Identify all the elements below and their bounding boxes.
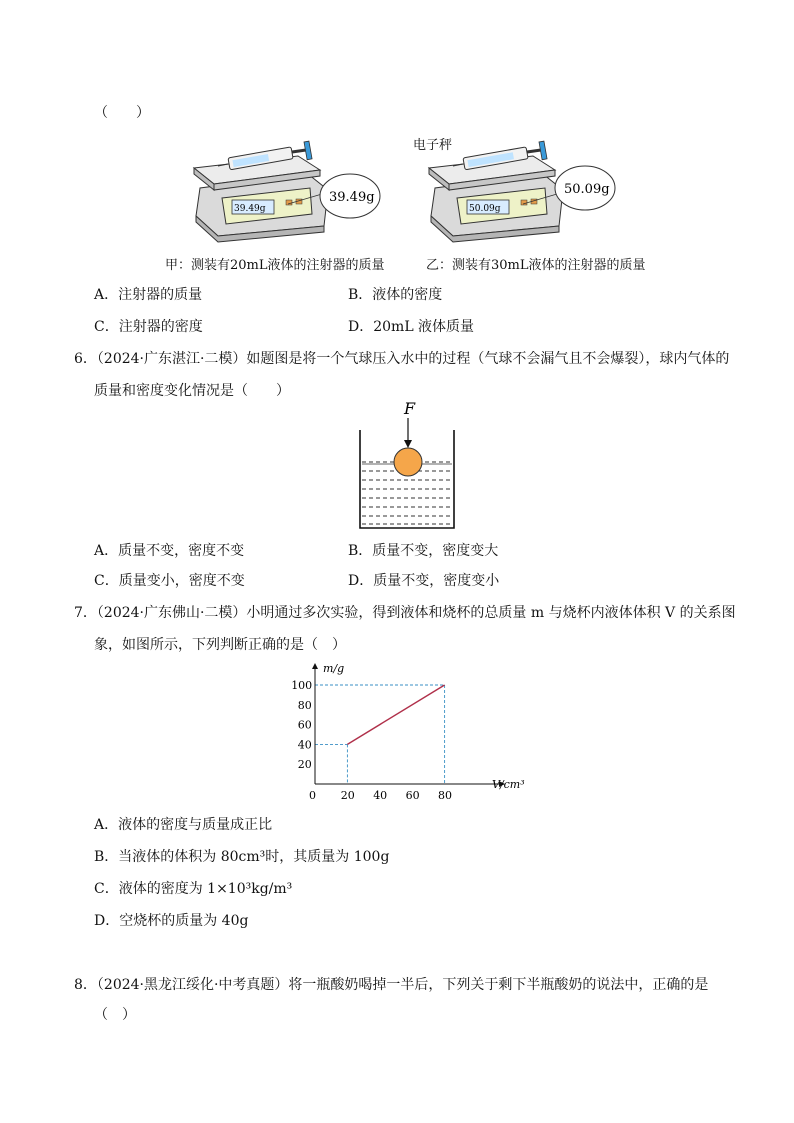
q6-stem-line1: 6．（2024·广东湛江·二模）如题图是将一个气球压入水中的过程（气球不会漏气且不会爆裂），球内气体的 bbox=[74, 351, 730, 367]
scale-jia-screen-text: 39.49g bbox=[234, 204, 266, 214]
scale-yi bbox=[429, 141, 615, 242]
caption-yi: 乙：测装有30mL液体的注射器的质量 bbox=[426, 258, 646, 273]
q5-option-b[interactable]: B．液体的密度 bbox=[348, 287, 443, 303]
chart-y-label: m/g bbox=[323, 662, 345, 675]
fig-label-electronic-scale: 电子秤 bbox=[413, 138, 453, 153]
chart-x-tick-label: 60 bbox=[405, 789, 420, 802]
scale-yi-callout-text: 50.09g bbox=[564, 182, 610, 197]
q7-chart-mass-volume bbox=[280, 658, 540, 804]
q7-option-d[interactable]: D．空烧杯的质量为 40g bbox=[94, 913, 249, 929]
q7-option-b[interactable]: B．当液体的体积为 80cm³时，其质量为 100g bbox=[94, 849, 390, 865]
q7-stem-line1: 7．（2024·广东佛山·二模）小明通过多次实验，得到液体和烧杯的总质量 m 与烧杯内液体体积 V 的关系图 bbox=[74, 605, 736, 621]
chart-y-tick-label: 100 bbox=[291, 679, 313, 692]
balloon bbox=[394, 448, 422, 476]
scale-yi-screen-text: 50.09g bbox=[469, 204, 501, 214]
caption-jia: 甲：测装有20mL液体的注射器的质量 bbox=[165, 258, 385, 273]
q5-option-a[interactable]: A．注射器的质量 bbox=[94, 287, 203, 303]
q5-option-d[interactable]: D．20mL 液体质量 bbox=[348, 319, 475, 335]
chart-y-tick-label: 40 bbox=[297, 738, 312, 752]
chart-x-tick-label: 40 bbox=[373, 789, 388, 802]
q8-stem-line2: （ ） bbox=[94, 1007, 136, 1023]
chart-x-label: V/cm³ bbox=[492, 778, 525, 791]
chart-y-tick-label: 20 bbox=[297, 758, 312, 772]
q7-option-a[interactable]: A．液体的密度与质量成正比 bbox=[94, 817, 273, 833]
q6-figure-balloon-in-water bbox=[356, 400, 460, 532]
chart-y-tick-label: 60 bbox=[297, 718, 312, 732]
chart-series-line bbox=[347, 685, 444, 744]
q6-option-b[interactable]: B．质量不变，密度变大 bbox=[348, 543, 499, 559]
chart-x-tick-label: 20 bbox=[340, 789, 355, 802]
q5-answer-paren: （ ） bbox=[94, 105, 150, 121]
chart-y-tick-label: 80 bbox=[297, 698, 312, 712]
q7-stem-line2: 象，如图所示，下列判断正确的是（ ） bbox=[94, 637, 346, 653]
scale-jia-callout-text: 39.49g bbox=[329, 190, 375, 205]
q7-option-c[interactable]: C．液体的密度为 1×10³kg/m³ bbox=[94, 881, 293, 897]
q5-figure-scales bbox=[188, 128, 618, 244]
q5-option-c[interactable]: C．注射器的密度 bbox=[94, 319, 203, 335]
chart-x-tick-label: 80 bbox=[438, 789, 452, 802]
scale-jia bbox=[194, 141, 380, 242]
q6-option-a[interactable]: A．质量不变，密度不变 bbox=[94, 543, 245, 559]
q6-option-c[interactable]: C．质量变小，密度不变 bbox=[94, 573, 245, 589]
q6-stem-line2: 质量和密度变化情况是（ ） bbox=[94, 383, 290, 399]
force-label: F bbox=[404, 400, 416, 418]
q8-stem-line1: 8．（2024·黑龙江绥化·中考真题）将一瓶酸奶喝掉一半后，下列关于剩下半瓶酸奶的说法中，正确的是 bbox=[74, 977, 709, 993]
chart-x-tick-label: 0 bbox=[309, 789, 316, 802]
q6-option-d[interactable]: D．质量不变，密度变小 bbox=[348, 573, 500, 589]
